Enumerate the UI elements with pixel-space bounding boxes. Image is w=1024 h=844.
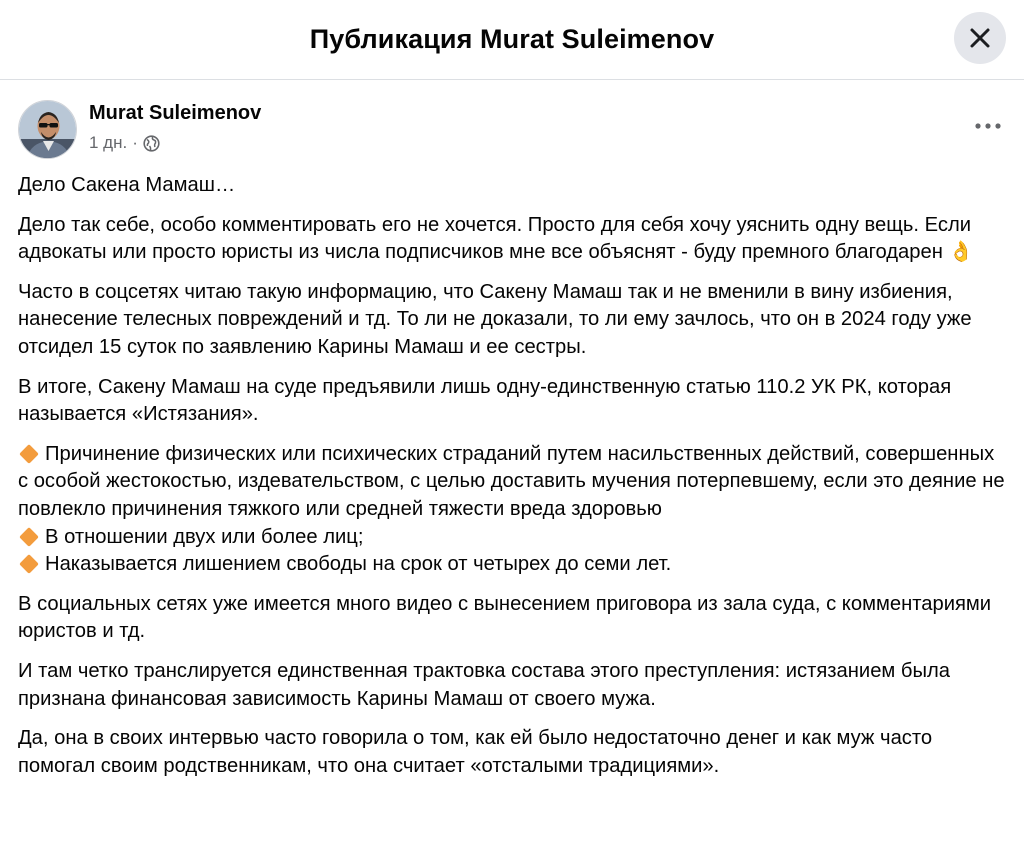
post-paragraph: Да, она в своих интервью часто говорила о том, как ей было недостаточно денег и как муж часто помогал своим родственникам, что она считает «отсталыми традициями». <box>18 727 933 777</box>
meta-separator: · <box>132 133 138 152</box>
author-name[interactable]: Murat Suleimenov <box>89 102 262 124</box>
ok-hand-emoji: 👌 <box>948 241 974 264</box>
post-paragraph: В социальных сетях уже имеется много видео с вынесением приговора из зала суда, с комментариями юристов и тд. <box>18 592 992 643</box>
more-icon <box>975 123 1001 129</box>
dialog-title: Публикация Murat Suleimenov <box>309 24 715 54</box>
close-icon <box>969 27 991 49</box>
post-header <box>18 100 1006 162</box>
bullet-list <box>18 441 1008 579</box>
list-item: Наказывается лишением свободы на срок от четырех до семи лет. <box>18 551 1008 579</box>
list-item: В отношении двух или более лиц; <box>18 524 1008 552</box>
post-text: Дело так себе, особо комментировать его не хочется. Просто для себя хочу уяснить одну вещь. Если адвокаты или просто юристы из числа подписчиков мне все объяснят - буду премного благодарен <box>18 213 972 264</box>
list-item: Причинение физических или психических страданий путем насильственных действий, совершенных с особой жестокостью, издевательством, с целью доставить мучения потерпевшему, если это деяние не повлекло причинения тяжкого или средней тяжести вреда здоровью <box>18 442 1005 520</box>
post-time[interactable]: 1 дн. <box>89 133 128 152</box>
dialog-header <box>0 0 1024 80</box>
orange-diamond-icon <box>19 444 39 464</box>
post-meta <box>89 133 160 153</box>
globe-icon <box>143 135 160 152</box>
avatar[interactable] <box>18 100 77 159</box>
more-options-button[interactable] <box>970 114 1006 138</box>
orange-diamond-icon <box>19 527 39 547</box>
orange-diamond-icon <box>19 554 39 574</box>
post-body <box>18 172 1008 792</box>
post-paragraph <box>18 212 1008 267</box>
post-paragraph: В итоге, Сакену Мамаш на суде предъявили лишь одну-единственную статью 110.2 УК РК, которая называется «Истязания». <box>18 375 952 426</box>
post-paragraph: Дело Сакена Мамаш… <box>18 174 236 196</box>
post-paragraph: Часто в соцсетях читаю такую информацию, что Сакену Мамаш так и не вменили в вину избиения, нанесение телесных повреждений и тд. То ли не доказали, то ли ему зачлось, что он в 2024 году уже отсидел 15 суток по заявлению Карины Мамаш и ее сестры. <box>18 280 972 358</box>
close-button[interactable] <box>954 12 1006 64</box>
post-paragraph: И там четко транслируется единственная трактовка состава этого преступления: истязанием была признана финансовая зависимость Карины Мамаш от своего мужа. <box>18 659 950 710</box>
